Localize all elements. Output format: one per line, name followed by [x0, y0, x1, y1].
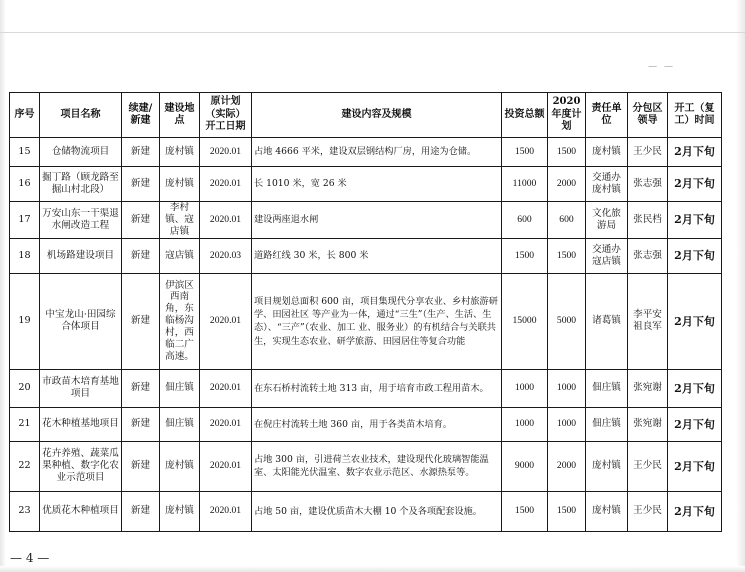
row-date: 2020.01: [200, 491, 252, 531]
row-unit: 庞村镇: [586, 441, 628, 491]
row-type: 新建: [122, 167, 160, 202]
row-type: 新建: [122, 138, 160, 167]
row-unit: 文化旅游局: [586, 202, 628, 239]
header-index: 序号: [10, 93, 40, 138]
row-leader: 王少民: [628, 441, 668, 491]
row-start: 2月下旬: [668, 138, 722, 167]
row-total: 1500: [502, 138, 548, 167]
row-content: 在东石桥村流转土地 313 亩，用于培育市政工程用苗木。: [252, 369, 502, 407]
row-name: 掘丁路（顾龙路至掘山村北段）: [40, 167, 122, 202]
row-content: 占地 50 亩，建设优质苗木大棚 10 个及各项配套设施。: [252, 491, 502, 531]
table-header-row: [10, 93, 722, 138]
header-plan-2020: 2020 年度计划: [548, 93, 586, 138]
row-index: 18: [10, 238, 40, 273]
row-location: 佃庄镇: [160, 407, 200, 441]
row-index: 21: [10, 407, 40, 441]
row-index: 15: [10, 138, 40, 167]
row-date: 2020.01: [200, 138, 252, 167]
row-content: 建设两座退水闸: [252, 202, 502, 239]
row-total: 15000: [502, 273, 548, 369]
row-name: 花卉养殖、蔬菜瓜果种植、数字化农业示范项目: [40, 441, 122, 491]
row-name: 仓储物流项目: [40, 138, 122, 167]
row-plan: 1500: [548, 491, 586, 531]
row-plan: 1500: [548, 138, 586, 167]
row-type: 新建: [122, 202, 160, 239]
row-leader: 张志强: [628, 238, 668, 273]
row-start: 2月下旬: [668, 238, 722, 273]
row-unit: 佃庄镇: [586, 407, 628, 441]
row-plan: 2000: [548, 167, 586, 202]
header-location: 建设地点: [160, 93, 200, 138]
row-name: 万安山东一干渠退水闸改造工程: [40, 202, 122, 239]
row-index: 22: [10, 441, 40, 491]
row-content: 道路红线 30 米，长 800 米: [252, 238, 502, 273]
row-content: 长 1010 米，宽 26 米: [252, 167, 502, 202]
row-type: 新建: [122, 407, 160, 441]
row-start: 2月下旬: [668, 369, 722, 407]
corner-mark: — —: [648, 62, 675, 72]
row-name: 市政苗木培育基地项目: [40, 369, 122, 407]
row-plan: 1500: [548, 238, 586, 273]
row-total: 1000: [502, 369, 548, 407]
row-leader: 李平安 祖良军: [628, 273, 668, 369]
row-type: 新建: [122, 491, 160, 531]
row-type: 新建: [122, 238, 160, 273]
header-type: 续建/新建: [122, 93, 160, 138]
top-divider: [0, 32, 745, 33]
row-date: 2020.01: [200, 167, 252, 202]
table-row: [10, 273, 722, 369]
row-total: 1500: [502, 238, 548, 273]
row-name: 中宝龙山·田园综合体项目: [40, 273, 122, 369]
row-start: 2月下旬: [668, 202, 722, 239]
row-leader: 王少民: [628, 491, 668, 531]
row-name: 机场路建设项目: [40, 238, 122, 273]
row-plan: 2000: [548, 441, 586, 491]
row-start: 2月下旬: [668, 491, 722, 531]
row-index: 23: [10, 491, 40, 531]
row-plan: 1000: [548, 369, 586, 407]
table-row: [10, 369, 722, 407]
header-responsible: 责任单位: [586, 93, 628, 138]
row-content: 项目规划总面积 600 亩，项目集现代分享农业、乡村旅游研学、田园社区 等产业为一体，通过“三生”（生产、生活、生态）、“三产”（农业、加工 业、服务业）的有机结合与关联共生，实现生态农业、研学旅游、田园居住等复合功能: [252, 273, 502, 369]
row-plan: 1000: [548, 407, 586, 441]
row-location: 寇店镇: [160, 238, 200, 273]
row-type: 新建: [122, 273, 160, 369]
row-type: 新建: [122, 441, 160, 491]
table-row: [10, 202, 722, 239]
row-unit: 佃庄镇: [586, 369, 628, 407]
row-start: 2月下旬: [668, 273, 722, 369]
row-name: 花木种植基地项目: [40, 407, 122, 441]
header-leader: 分包区领导: [628, 93, 668, 138]
row-location: 庞村镇: [160, 491, 200, 531]
row-location: 庞村镇: [160, 441, 200, 491]
header-name: 项目名称: [40, 93, 122, 138]
row-location: 佃庄镇: [160, 369, 200, 407]
row-content: 在倪庄村流转土地 360 亩，用于各类苗木培育。: [252, 407, 502, 441]
row-name: 优质花木种植项目: [40, 491, 122, 531]
project-table: [9, 92, 722, 532]
row-start: 2月下旬: [668, 167, 722, 202]
row-total: 600: [502, 202, 548, 239]
row-total: 1500: [502, 491, 548, 531]
table-row: [10, 491, 722, 531]
row-index: 16: [10, 167, 40, 202]
table-row: [10, 167, 722, 202]
row-unit: 交通办寇店镇: [586, 238, 628, 273]
row-start: 2月下旬: [668, 407, 722, 441]
row-start: 2月下旬: [668, 441, 722, 491]
row-content: 占地 300 亩，引进荷兰农业技术，建设现代化玻璃智能温室、太阳能光伏温室、数字农业示范区、水源热泵等。: [252, 441, 502, 491]
row-index: 19: [10, 273, 40, 369]
header-start-time: 开工（复工）时间: [668, 93, 722, 138]
row-total: 1000: [502, 407, 548, 441]
header-start-date: 原计划（实际）开工日期: [200, 93, 252, 138]
row-unit: 交通办庞村镇: [586, 167, 628, 202]
row-location: 庞村镇: [160, 138, 200, 167]
row-date: 2020.01: [200, 407, 252, 441]
row-unit: 庞村镇: [586, 138, 628, 167]
header-content: 建设内容及规模: [252, 93, 502, 138]
table-row: [10, 441, 722, 491]
row-location: 庞村镇: [160, 167, 200, 202]
row-date: 2020.01: [200, 441, 252, 491]
row-date: 2020.01: [200, 202, 252, 239]
row-leader: 张民档: [628, 202, 668, 239]
row-date: 2020.01: [200, 273, 252, 369]
row-plan: 5000: [548, 273, 586, 369]
row-index: 17: [10, 202, 40, 239]
row-total: 11000: [502, 167, 548, 202]
row-location: 李村镇、寇店镇: [160, 202, 200, 239]
row-unit: 庞村镇: [586, 491, 628, 531]
table-row: [10, 407, 722, 441]
row-location: 伊滨区西南角，东临杨沟村，西临二广高速。: [160, 273, 200, 369]
row-leader: 张宛谢: [628, 407, 668, 441]
header-total-investment: 投资总额: [502, 93, 548, 138]
row-total: 9000: [502, 441, 548, 491]
table-row: [10, 138, 722, 167]
row-leader: 张志强: [628, 167, 668, 202]
page-number: — 4 —: [10, 551, 50, 565]
row-index: 20: [10, 369, 40, 407]
row-date: 2020.01: [200, 369, 252, 407]
row-unit: 诸葛镇: [586, 273, 628, 369]
row-leader: 张宛谢: [628, 369, 668, 407]
row-plan: 600: [548, 202, 586, 239]
table-row: [10, 238, 722, 273]
bottom-edge: [0, 566, 745, 572]
row-leader: 王少民: [628, 138, 668, 167]
row-date: 2020.03: [200, 238, 252, 273]
row-type: 新建: [122, 369, 160, 407]
row-content: 占地 4666 平米，建设双层钢结构厂房，用途为仓储。: [252, 138, 502, 167]
